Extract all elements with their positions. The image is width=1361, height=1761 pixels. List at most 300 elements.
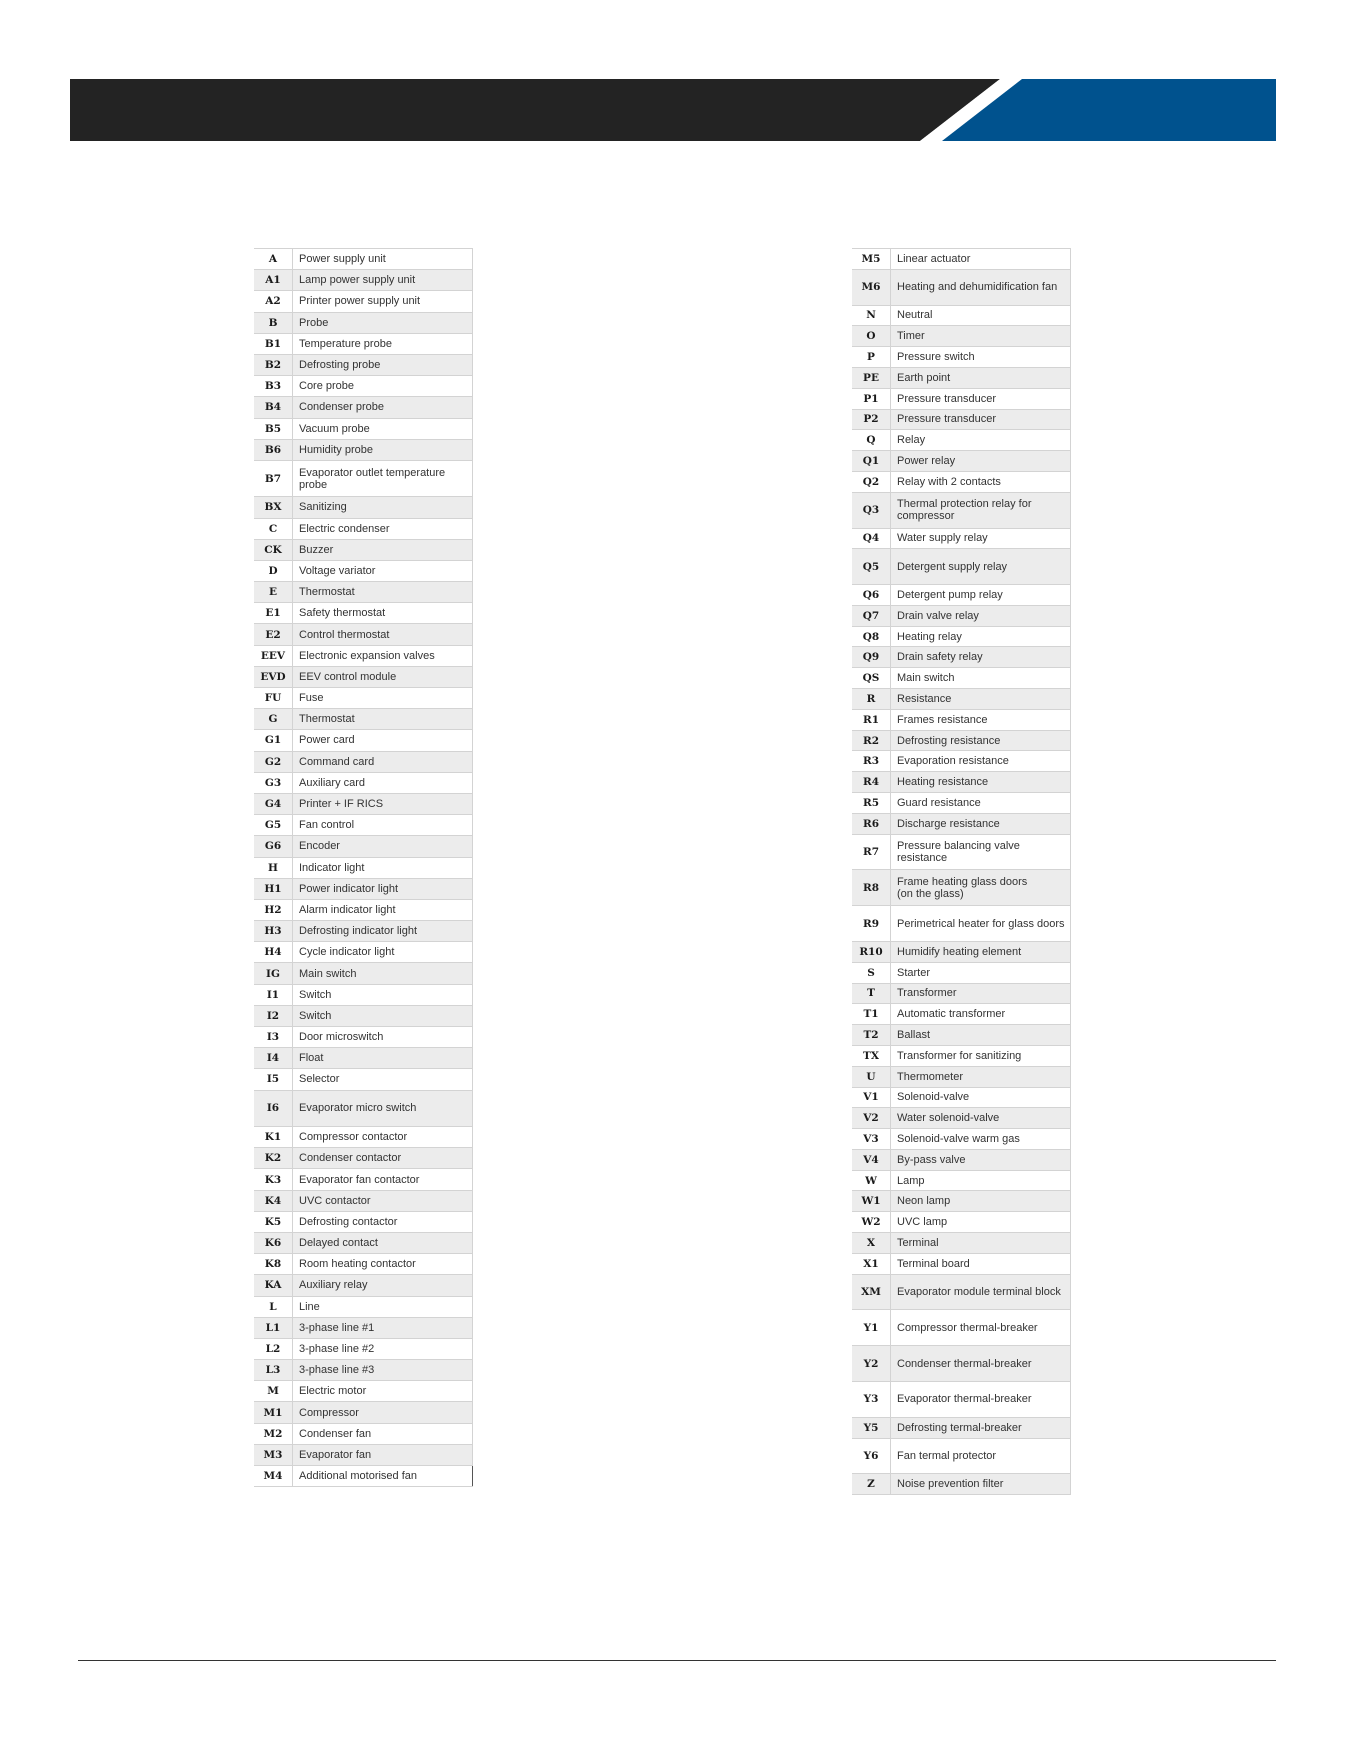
legend-row [254, 1360, 473, 1381]
legend-description: Fuse [293, 688, 473, 709]
legend-code: R2 [852, 730, 891, 751]
legend-code: D [254, 560, 293, 581]
legend-description: Compressor thermal-breaker [891, 1310, 1071, 1346]
legend-code: K2 [254, 1148, 293, 1169]
legend-description: Neutral [891, 305, 1071, 326]
legend-row [852, 709, 1071, 730]
legend-code: M4 [254, 1466, 293, 1487]
legend-code: T2 [852, 1025, 891, 1046]
legend-row [254, 1381, 473, 1402]
legend-description: Fan control [293, 815, 473, 836]
legend-row [852, 1087, 1071, 1108]
legend-code: R6 [852, 813, 891, 834]
legend-code: M [254, 1381, 293, 1402]
legend-description: Line [293, 1296, 473, 1317]
legend-row [254, 815, 473, 836]
legend-code: E1 [254, 603, 293, 624]
legend-description: Evaporator module terminal block [891, 1274, 1071, 1310]
legend-code: Q4 [852, 528, 891, 549]
legend-description: Additional motorised fan [293, 1466, 473, 1487]
legend-code: E [254, 582, 293, 603]
legend-code: IG [254, 963, 293, 984]
legend-code: X1 [852, 1253, 891, 1274]
legend-description: Condenser probe [293, 397, 473, 418]
legend-code: I3 [254, 1027, 293, 1048]
legend-code: B7 [254, 460, 293, 496]
legend-description: Resistance [891, 689, 1071, 710]
legend-row [254, 582, 473, 603]
legend-row [852, 668, 1071, 689]
legend-code: I2 [254, 1005, 293, 1026]
legend-description: Drain valve relay [891, 605, 1071, 626]
legend-description: Detergent supply relay [891, 549, 1071, 585]
legend-code: Y6 [852, 1438, 891, 1474]
legend-code: H4 [254, 942, 293, 963]
legend-row [852, 249, 1071, 270]
legend-row [254, 1005, 473, 1026]
legend-code: L1 [254, 1317, 293, 1338]
legend-row [254, 418, 473, 439]
legend-description: Electric condenser [293, 518, 473, 539]
legend-row [852, 492, 1071, 528]
legend-code: B3 [254, 376, 293, 397]
legend-description: 3-phase line #2 [293, 1338, 473, 1359]
legend-row [254, 624, 473, 645]
legend-description: Core probe [293, 376, 473, 397]
legend-row [254, 1338, 473, 1359]
legend-description: Float [293, 1048, 473, 1069]
legend-row [852, 305, 1071, 326]
legend-row [852, 941, 1071, 962]
legend-row [852, 605, 1071, 626]
legend-code: I4 [254, 1048, 293, 1069]
legend-description: Timer [891, 326, 1071, 347]
legend-row [852, 549, 1071, 585]
legend-row [254, 1296, 473, 1317]
legend-description: Power card [293, 730, 473, 751]
legend-description: Printer power supply unit [293, 291, 473, 312]
legend-description: Earth point [891, 367, 1071, 388]
legend-row [852, 528, 1071, 549]
legend-code: G5 [254, 815, 293, 836]
legend-row [852, 870, 1071, 906]
legend-description: Auxiliary relay [293, 1275, 473, 1296]
legend-row [254, 730, 473, 751]
legend-row [852, 269, 1071, 305]
legend-row [254, 793, 473, 814]
legend-row [852, 906, 1071, 942]
legend-code: M3 [254, 1444, 293, 1465]
legend-description: Frame heating glass doors (on the glass) [891, 870, 1071, 906]
legend-description: Evaporator micro switch [293, 1090, 473, 1126]
legend-row [254, 518, 473, 539]
legend-code: L3 [254, 1360, 293, 1381]
legend-row [852, 471, 1071, 492]
legend-code: T1 [852, 1004, 891, 1025]
legend-code: TX [852, 1045, 891, 1066]
legend-description: Noise prevention filter [891, 1474, 1071, 1495]
legend-row [254, 1254, 473, 1275]
legend-description: Detergent pump relay [891, 585, 1071, 606]
legend-row [254, 1211, 473, 1232]
legend-row [254, 376, 473, 397]
legend-description: Defrosting termal-breaker [891, 1417, 1071, 1438]
legend-row [852, 647, 1071, 668]
legend-row [254, 1190, 473, 1211]
legend-code: T [852, 983, 891, 1004]
legend-description: Main switch [891, 668, 1071, 689]
legend-code: P2 [852, 409, 891, 430]
legend-description: Compressor contactor [293, 1127, 473, 1148]
legend-row [852, 626, 1071, 647]
legend-code: N [852, 305, 891, 326]
legend-description: Pressure balancing valve resistance [891, 834, 1071, 870]
legend-row [852, 367, 1071, 388]
legend-row [254, 270, 473, 291]
legend-description: Defrosting probe [293, 354, 473, 375]
legend-code: R3 [852, 751, 891, 772]
legend-code: G2 [254, 751, 293, 772]
legend-description: Neon lamp [891, 1191, 1071, 1212]
legend-code: B5 [254, 418, 293, 439]
legend-row [852, 430, 1071, 451]
legend-code: I5 [254, 1069, 293, 1090]
legend-table-left [254, 248, 473, 1487]
footer-rule [78, 1660, 1276, 1661]
legend-code: PE [852, 367, 891, 388]
legend-description: 3-phase line #3 [293, 1360, 473, 1381]
legend-row [852, 1108, 1071, 1129]
legend-code: CK [254, 539, 293, 560]
legend-code: EVD [254, 666, 293, 687]
legend-description: Pressure transducer [891, 388, 1071, 409]
legend-row [254, 539, 473, 560]
legend-description: Electronic expansion valves [293, 645, 473, 666]
legend-description: Power supply unit [293, 249, 473, 270]
legend-description: Power indicator light [293, 878, 473, 899]
legend-row [254, 1423, 473, 1444]
legend-description: Thermostat [293, 709, 473, 730]
legend-row [254, 603, 473, 624]
legend-description: Drain safety relay [891, 647, 1071, 668]
legend-description: Fan termal protector [891, 1438, 1071, 1474]
legend-description: Sanitizing [293, 497, 473, 518]
legend-row [254, 1127, 473, 1148]
legend-row [254, 772, 473, 793]
legend-row [254, 560, 473, 581]
legend-description: Terminal board [891, 1253, 1071, 1274]
legend-description: Condenser contactor [293, 1148, 473, 1169]
legend-description: Compressor [293, 1402, 473, 1423]
header-dark-bar [70, 79, 1000, 141]
legend-row [254, 709, 473, 730]
legend-code: W [852, 1170, 891, 1191]
legend-code: Y2 [852, 1346, 891, 1382]
legend-row [852, 1274, 1071, 1310]
legend-row [852, 813, 1071, 834]
legend-code: Q7 [852, 605, 891, 626]
legend-code: H3 [254, 921, 293, 942]
legend-row [254, 497, 473, 518]
legend-row [852, 751, 1071, 772]
legend-code: M6 [852, 269, 891, 305]
legend-description: Printer + IF RICS [293, 793, 473, 814]
legend-code: S [852, 962, 891, 983]
legend-code: V1 [852, 1087, 891, 1108]
legend-code: XM [852, 1274, 891, 1310]
legend-row [254, 1090, 473, 1126]
legend-description: Frames resistance [891, 709, 1071, 730]
legend-code: P [852, 347, 891, 368]
legend-code: FU [254, 688, 293, 709]
legend-description: Pressure switch [891, 347, 1071, 368]
legend-description: Discharge resistance [891, 813, 1071, 834]
legend-code: K1 [254, 1127, 293, 1148]
legend-description: Relay with 2 contacts [891, 471, 1071, 492]
legend-code: Q6 [852, 585, 891, 606]
legend-code: EEV [254, 645, 293, 666]
legend-description: Water solenoid-valve [891, 1108, 1071, 1129]
legend-row [852, 1233, 1071, 1254]
legend-code: V4 [852, 1149, 891, 1170]
legend-row [852, 409, 1071, 430]
legend-code: U [852, 1066, 891, 1087]
legend-code: A1 [254, 270, 293, 291]
legend-description: Evaporation resistance [891, 751, 1071, 772]
legend-description: Terminal [891, 1233, 1071, 1254]
legend-code: R10 [852, 941, 891, 962]
legend-row [852, 1129, 1071, 1150]
legend-description: Main switch [293, 963, 473, 984]
legend-row [852, 689, 1071, 710]
legend-row [254, 1444, 473, 1465]
legend-row [852, 1346, 1071, 1382]
legend-row [852, 347, 1071, 368]
legend-description: Transformer for sanitizing [891, 1045, 1071, 1066]
legend-row [852, 326, 1071, 347]
legend-row [254, 645, 473, 666]
legend-code: M2 [254, 1423, 293, 1444]
legend-description: Guard resistance [891, 793, 1071, 814]
legend-description: Starter [891, 962, 1071, 983]
legend-code: P1 [852, 388, 891, 409]
legend-row [254, 249, 473, 270]
legend-row [254, 688, 473, 709]
legend-row [852, 1045, 1071, 1066]
legend-code: H1 [254, 878, 293, 899]
legend-code: QS [852, 668, 891, 689]
legend-code: B6 [254, 439, 293, 460]
legend-code: K4 [254, 1190, 293, 1211]
legend-row [852, 793, 1071, 814]
legend-row [852, 1170, 1071, 1191]
legend-description: Thermostat [293, 582, 473, 603]
legend-code: M5 [852, 249, 891, 270]
legend-code: I1 [254, 984, 293, 1005]
legend-row [852, 1310, 1071, 1346]
legend-code: G1 [254, 730, 293, 751]
legend-code: R5 [852, 793, 891, 814]
legend-code: G4 [254, 793, 293, 814]
legend-description: Room heating contactor [293, 1254, 473, 1275]
legend-row [254, 333, 473, 354]
legend-row [852, 1417, 1071, 1438]
legend-description: Evaporator outlet temperature probe [293, 460, 473, 496]
legend-row [852, 1066, 1071, 1087]
legend-description: Probe [293, 312, 473, 333]
legend-row [254, 1169, 473, 1190]
legend-row [254, 1466, 473, 1487]
legend-description: Defrosting resistance [891, 730, 1071, 751]
legend-row [254, 857, 473, 878]
legend-code: R4 [852, 772, 891, 793]
legend-description: Perimetrical heater for glass doors [891, 906, 1071, 942]
legend-description: Evaporator fan [293, 1444, 473, 1465]
legend-row [254, 1275, 473, 1296]
legend-description: Heating relay [891, 626, 1071, 647]
legend-code: Q8 [852, 626, 891, 647]
legend-row [852, 1474, 1071, 1495]
legend-row [254, 1069, 473, 1090]
legend-row [254, 899, 473, 920]
legend-row [254, 984, 473, 1005]
legend-code: K3 [254, 1169, 293, 1190]
legend-row [254, 878, 473, 899]
legend-description: By-pass valve [891, 1149, 1071, 1170]
legend-description: Humidify heating element [891, 941, 1071, 962]
legend-description: 3-phase line #1 [293, 1317, 473, 1338]
legend-row [852, 1025, 1071, 1046]
legend-code: H [254, 857, 293, 878]
legend-description: Delayed contact [293, 1232, 473, 1253]
legend-description: Vacuum probe [293, 418, 473, 439]
legend-description: Temperature probe [293, 333, 473, 354]
legend-description: EEV control module [293, 666, 473, 687]
legend-description: Heating and dehumidification fan [891, 269, 1071, 305]
legend-row [254, 751, 473, 772]
legend-description: Buzzer [293, 539, 473, 560]
legend-code: Y5 [852, 1417, 891, 1438]
legend-table-right [852, 248, 1071, 1495]
legend-code: B2 [254, 354, 293, 375]
legend-code: W2 [852, 1212, 891, 1233]
legend-code: M1 [254, 1402, 293, 1423]
legend-description: Defrosting contactor [293, 1211, 473, 1232]
legend-code: R9 [852, 906, 891, 942]
legend-code: C [254, 518, 293, 539]
legend-description: Automatic transformer [891, 1004, 1071, 1025]
legend-row [852, 585, 1071, 606]
legend-code: K8 [254, 1254, 293, 1275]
legend-description: UVC contactor [293, 1190, 473, 1211]
legend-row [852, 983, 1071, 1004]
header-banner [70, 79, 1276, 141]
legend-description: Power relay [891, 451, 1071, 472]
legend-row [852, 388, 1071, 409]
legend-code: BX [254, 497, 293, 518]
legend-description: Selector [293, 1069, 473, 1090]
legend-description: Encoder [293, 836, 473, 857]
legend-code: O [852, 326, 891, 347]
legend-row [254, 1402, 473, 1423]
legend-description: Switch [293, 984, 473, 1005]
legend-code: W1 [852, 1191, 891, 1212]
legend-description: Evaporator thermal-breaker [891, 1381, 1071, 1417]
legend-row [852, 962, 1071, 983]
legend-description: UVC lamp [891, 1212, 1071, 1233]
legend-row [254, 354, 473, 375]
legend-code: G3 [254, 772, 293, 793]
legend-description: Safety thermostat [293, 603, 473, 624]
legend-code: Y1 [852, 1310, 891, 1346]
legend-description: Transformer [891, 983, 1071, 1004]
legend-description: Ballast [891, 1025, 1071, 1046]
legend-description: Cycle indicator light [293, 942, 473, 963]
legend-description: Lamp [891, 1170, 1071, 1191]
legend-row [852, 1253, 1071, 1274]
legend-code: V3 [852, 1129, 891, 1150]
legend-row [254, 963, 473, 984]
legend-row [852, 834, 1071, 870]
legend-row [852, 730, 1071, 751]
legend-code: Q1 [852, 451, 891, 472]
legend-description: Alarm indicator light [293, 899, 473, 920]
legend-code: X [852, 1233, 891, 1254]
legend-code: A2 [254, 291, 293, 312]
legend-row [852, 1191, 1071, 1212]
legend-row [254, 921, 473, 942]
legend-description: Water supply relay [891, 528, 1071, 549]
legend-row [254, 1048, 473, 1069]
legend-description: Linear actuator [891, 249, 1071, 270]
legend-code: R1 [852, 709, 891, 730]
legend-description: Voltage variator [293, 560, 473, 581]
legend-description: Thermometer [891, 1066, 1071, 1087]
legend-code: A [254, 249, 293, 270]
legend-row [852, 1381, 1071, 1417]
legend-description: Evaporator fan contactor [293, 1169, 473, 1190]
legend-row [852, 1438, 1071, 1474]
legend-code: H2 [254, 899, 293, 920]
legend-code: Z [852, 1474, 891, 1495]
legend-row [852, 451, 1071, 472]
legend-code: R7 [852, 834, 891, 870]
legend-row [254, 312, 473, 333]
legend-code: G [254, 709, 293, 730]
legend-code: KA [254, 1275, 293, 1296]
legend-row [254, 397, 473, 418]
legend-code: K6 [254, 1232, 293, 1253]
legend-code: B [254, 312, 293, 333]
legend-code: B1 [254, 333, 293, 354]
legend-description: Switch [293, 1005, 473, 1026]
legend-code: Q5 [852, 549, 891, 585]
legend-code: Q2 [852, 471, 891, 492]
legend-code: L2 [254, 1338, 293, 1359]
legend-code: K5 [254, 1211, 293, 1232]
legend-code: G6 [254, 836, 293, 857]
legend-code: Q3 [852, 492, 891, 528]
legend-code: I6 [254, 1090, 293, 1126]
legend-description: Condenser fan [293, 1423, 473, 1444]
legend-description: Electric motor [293, 1381, 473, 1402]
legend-description: Relay [891, 430, 1071, 451]
legend-row [254, 1232, 473, 1253]
legend-description: Thermal protection relay for compressor [891, 492, 1071, 528]
legend-description: Solenoid-valve [891, 1087, 1071, 1108]
legend-description: Control thermostat [293, 624, 473, 645]
legend-code: Y3 [852, 1381, 891, 1417]
